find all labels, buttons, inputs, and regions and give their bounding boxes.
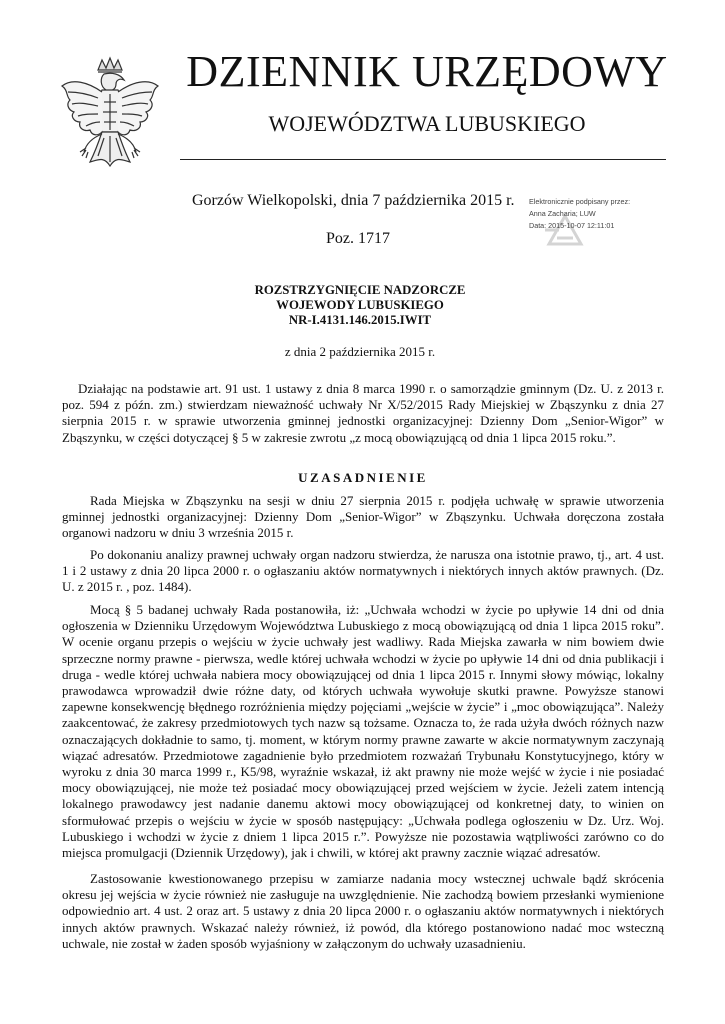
signature-signer: Anna Zacharia; LUW <box>529 209 596 218</box>
gazette-title: DZIENNIK URZĘDOWY <box>186 47 668 96</box>
justification-paragraph-2: Po dokonaniu analizy prawnej uchwały organ nadzoru stwierdza, że narusza ona istotnie prawo, tj., art. 4 ust. 1 i 2 ustawy z dnia 20 lipca 2000 r. o ogłaszaniu aktów normatywnych i niektórych innych aktów prawnych. (Dz. U. z 2015 r. , poz. 1484). <box>62 547 664 595</box>
act-title-line-3: NR-I.4131.146.2015.IWIT <box>288 313 432 327</box>
electronic-signature-stamp[interactable] <box>529 196 639 262</box>
polish-eagle-emblem-icon <box>58 56 162 180</box>
act-title-line-2: WOJEWODY LUBUSKIEGO <box>276 298 444 312</box>
act-date: z dnia 2 października 2015 r. <box>284 344 436 359</box>
act-title-line-1: ROZSTRZYGNIĘCIE NADZORCZE <box>254 283 466 297</box>
justification-paragraph-1: Rada Miejska w Zbąszynku na sesji w dniu 27 sierpnia 2015 r. podjęła uchwałę w sprawie utworzenia gminnej jednostki organizacyjnej: Dzienny Dom „Senior-Wigor” w Zbąszynku. Uchwała doręczona została organowi nadzoru w dniu 3 września 2015 r. <box>62 493 664 541</box>
signature-signed-by: Elektronicznie podpisany przez: <box>529 197 631 206</box>
place-and-date: Gorzów Wielkopolski, dnia 7 października 2015 r. <box>192 192 515 209</box>
intro-paragraph: Działając na podstawie art. 91 ust. 1 ustawy z dnia 8 marca 1990 r. o samorządzie gminnym (Dz. U. z 2013 r. poz. 594 z późn. zm.) stwierdzam nieważność uchwały Nr X/52/2015 Rady Miejskiej w Zbąszynku z dnia 27 sierpnia 2015 r. w sprawie utworzenia gminnej jednostki organizacyjnej: Dzienny Dom „Senior-Wigor” w Zbąszynku, w części dotyczącej § 5 w zakresie zwrotu „z mocą obowiązującą od dnia 1 lipca 2015 roku.”. <box>62 381 664 445</box>
section-heading: UZASADNIENIE <box>298 470 428 485</box>
position-number: Poz. 1717 <box>326 230 390 247</box>
justification-paragraph-4: Zastosowanie kwestionowanego przepisu w zamiarze nadania mocy wstecznej uchwale bądź skrócenia okresu jej wejścia w życie również nie zasługuje na uwzględnienie. Nie zachodzą bowiem przesłanki wymienione odpowiednio art. 4 ust. 2 oraz art. 5 ustawy z dnia 20 lipca 2000 r. o ogłaszaniu aktów normatywnych i niektórych innych aktów prawnych. Wskazać należy również, iż powód, dla którego postanowiono nadać moc wsteczną uchwale, nie został w żaden sposób wyjaśniony w załączonym do uchwały uzasadnieniu. <box>62 871 664 951</box>
justification-paragraph-3: Mocą § 5 badanej uchwały Rada postanowiła, iż: „Uchwała wchodzi w życie po upływie 14 dni od dnia ogłoszenia w Dzienniku Urzędowym Województwa Lubuskiego z mocą obowiązującą od dnia 1 lipca 2015 roku”. W ocenie organu przepis o wejściu w życie uchwały jest wadliwy. Rada Miejska zawarła w nim bowiem dwie sprzeczne normy prawne - pierwsza, wedle której uchwała wchodzi w życie po upływie 14 dni od dnia publikacji i druga - wedle której uchwała nabiera mocy obowiązującej od dnia 1 lipca 2015 r. Innymi słowy mówiąc, lokalny prawodawca wprowadził dwie różne daty, od których uchwała wywołuje skutki prawne. Powyższe stanowi zapewne konsekwencję błędnego rozróżnienia między pojęciami „wejście w życie” i „moc obowiązująca”. Należy zaakcentować, że zakresy przedmiotowych tych nazw są tożsame. Oznacza to, że rada użyła dwóch różnych nazw oznaczających dokładnie to samo, tj. moment, w którym normy prawne zawarte w akcie normatywnym zaczynają wiązać adresatów. Przedmiotowe zagadnienie było przedmiotem rozważań Trybunału Konstytucyjnego, który w wyroku z dnia 30 marca 1999 r., K5/98, wyraźnie wskazał, iż akt prawny nie może wejść w życie i nie posiadać mocy obowiązującej, nie może też posiadać mocy obowiązującej przed wejściem w życie. Jeżeli zatem intencją lokalnego prawodawcy jest nadanie danemu aktowi mocy obowiązującej od konkretnej daty, to winien on sformułować przepis o wejściu w życie w sposób następujący: „Uchwała podlega ogłoszeniu w Dz. Urz. Woj. Lubuskiego i wchodzi w życie z dniem 1 lipca 2015 r.”. Powyższe nie pozostawia wątpliwości zarówno co do miejsca promulgacji (Dziennik Urzędowy), jak i chwili, w której akt prawny zacznie wiązać adresatów. <box>62 602 664 861</box>
act-title <box>160 283 560 328</box>
gazette-subtitle: WOJEWÓDZTWA LUBUSKIEGO <box>268 111 586 136</box>
header-divider <box>180 159 666 160</box>
signature-date: Data: 2015-10-07 12:11:01 <box>529 221 615 230</box>
